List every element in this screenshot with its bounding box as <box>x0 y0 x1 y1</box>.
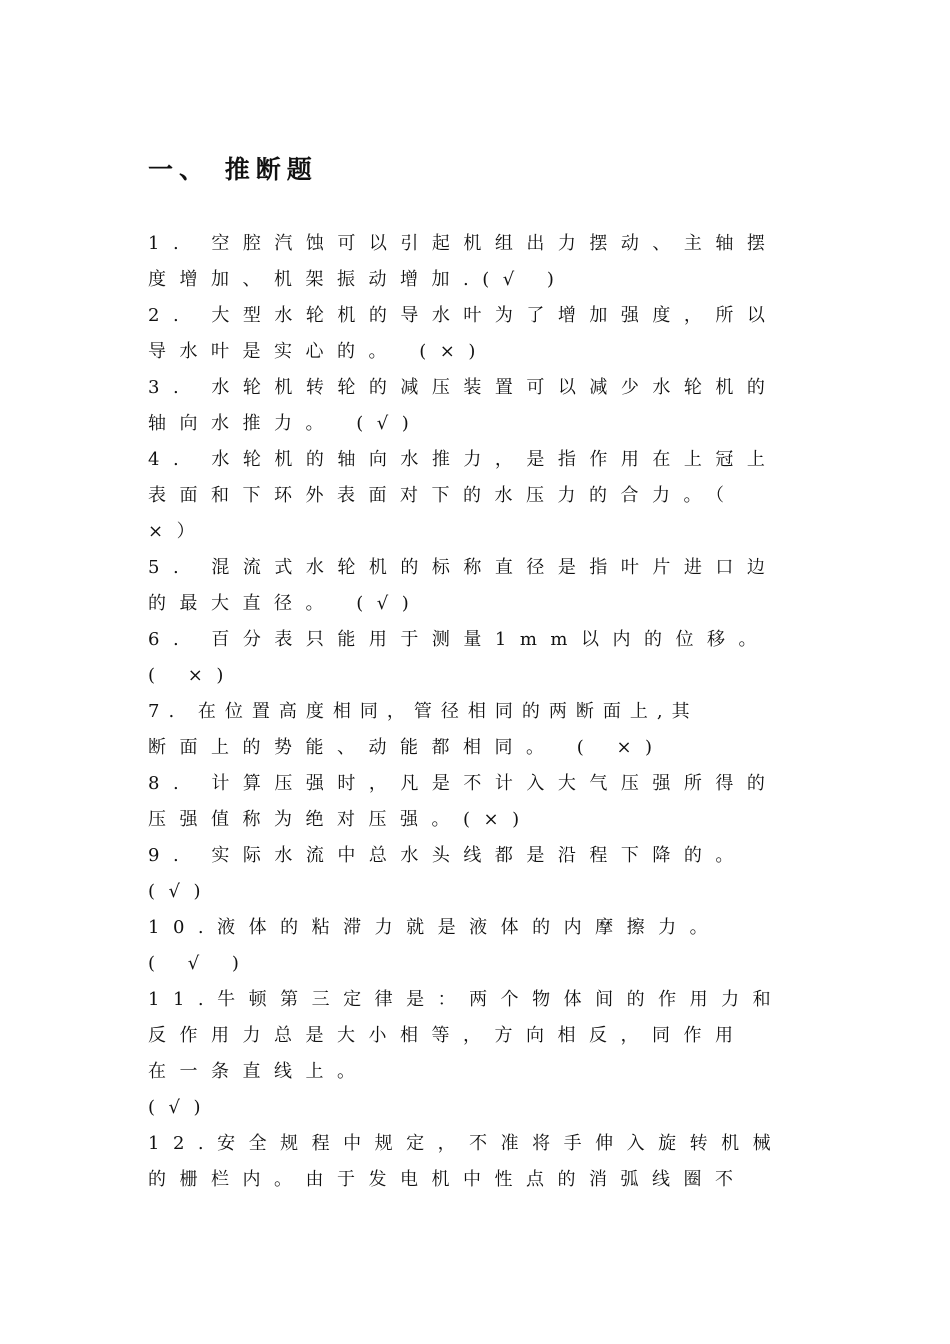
text-line: 10.液体的粘滞力就是液体的内摩擦力。 <box>148 917 722 938</box>
question-list <box>148 226 788 1198</box>
text-line: 压强值称为绝对压强。(×) <box>148 809 533 830</box>
text-line: (√) <box>148 1097 215 1118</box>
text-line: 的栅栏内。由于发电机中性点的消弧线圈不 <box>148 1169 747 1190</box>
text-line: 9. 实际水流中总水头线都是沿程下降的。 <box>148 845 747 866</box>
text-line: 3. 水轮机转轮的减压装置可以减少水轮机的 <box>148 377 779 398</box>
text-line: 反作用力总是大小相等，方向相反，同作用 <box>148 1025 747 1046</box>
text-line: 断面上的势能、动能都相同。 ( ×) <box>148 737 666 758</box>
text-line: 导水叶是实心的。 (×) <box>148 341 489 362</box>
text-line: 8. 计算压强时，凡是不计入大气压强所得的 <box>148 773 779 794</box>
text-line: (√) <box>148 881 215 902</box>
section-title: 一、 推断题 <box>148 155 318 184</box>
text-line: 4. 水轮机的轴向水推力，是指作用在上冠上 <box>148 449 779 470</box>
text-line: 12.安全规程中规定，不准将手伸入旋转机械 <box>148 1133 785 1154</box>
text-line: 2. 大型水轮机的导水叶为了增加强度，所以 <box>148 305 779 326</box>
text-line: 7. 在位置高度相同，管径相同的两断面上,其 <box>148 701 699 722</box>
text-line: 1. 空腔汽蚀可以引起机组出力摆动、主轴摆 <box>148 233 779 254</box>
text-line: 6. 百分表只能用于测量1mm以内的位移。 <box>148 629 770 650</box>
text-line: 5. 混流式水轮机的标称直径是指叶片进口边 <box>148 557 779 578</box>
text-line: 轴向水推力。 (√) <box>148 413 423 434</box>
text-line: 的最大直径。 (√) <box>148 593 423 614</box>
text-line: 表面和下环外表面对下的水压力的合力。（ <box>148 485 738 506</box>
text-line: 11.牛顿第三定律是：两个物体间的作用力和 <box>148 989 785 1010</box>
text-line: 度增加、机架振动增加.(√ ) <box>148 269 568 290</box>
text-line: ( √ ) <box>148 953 253 974</box>
text-line: ×） <box>148 521 209 542</box>
text-line: 在一条直线上。 <box>148 1061 369 1082</box>
text-line: ( ×) <box>148 665 237 686</box>
